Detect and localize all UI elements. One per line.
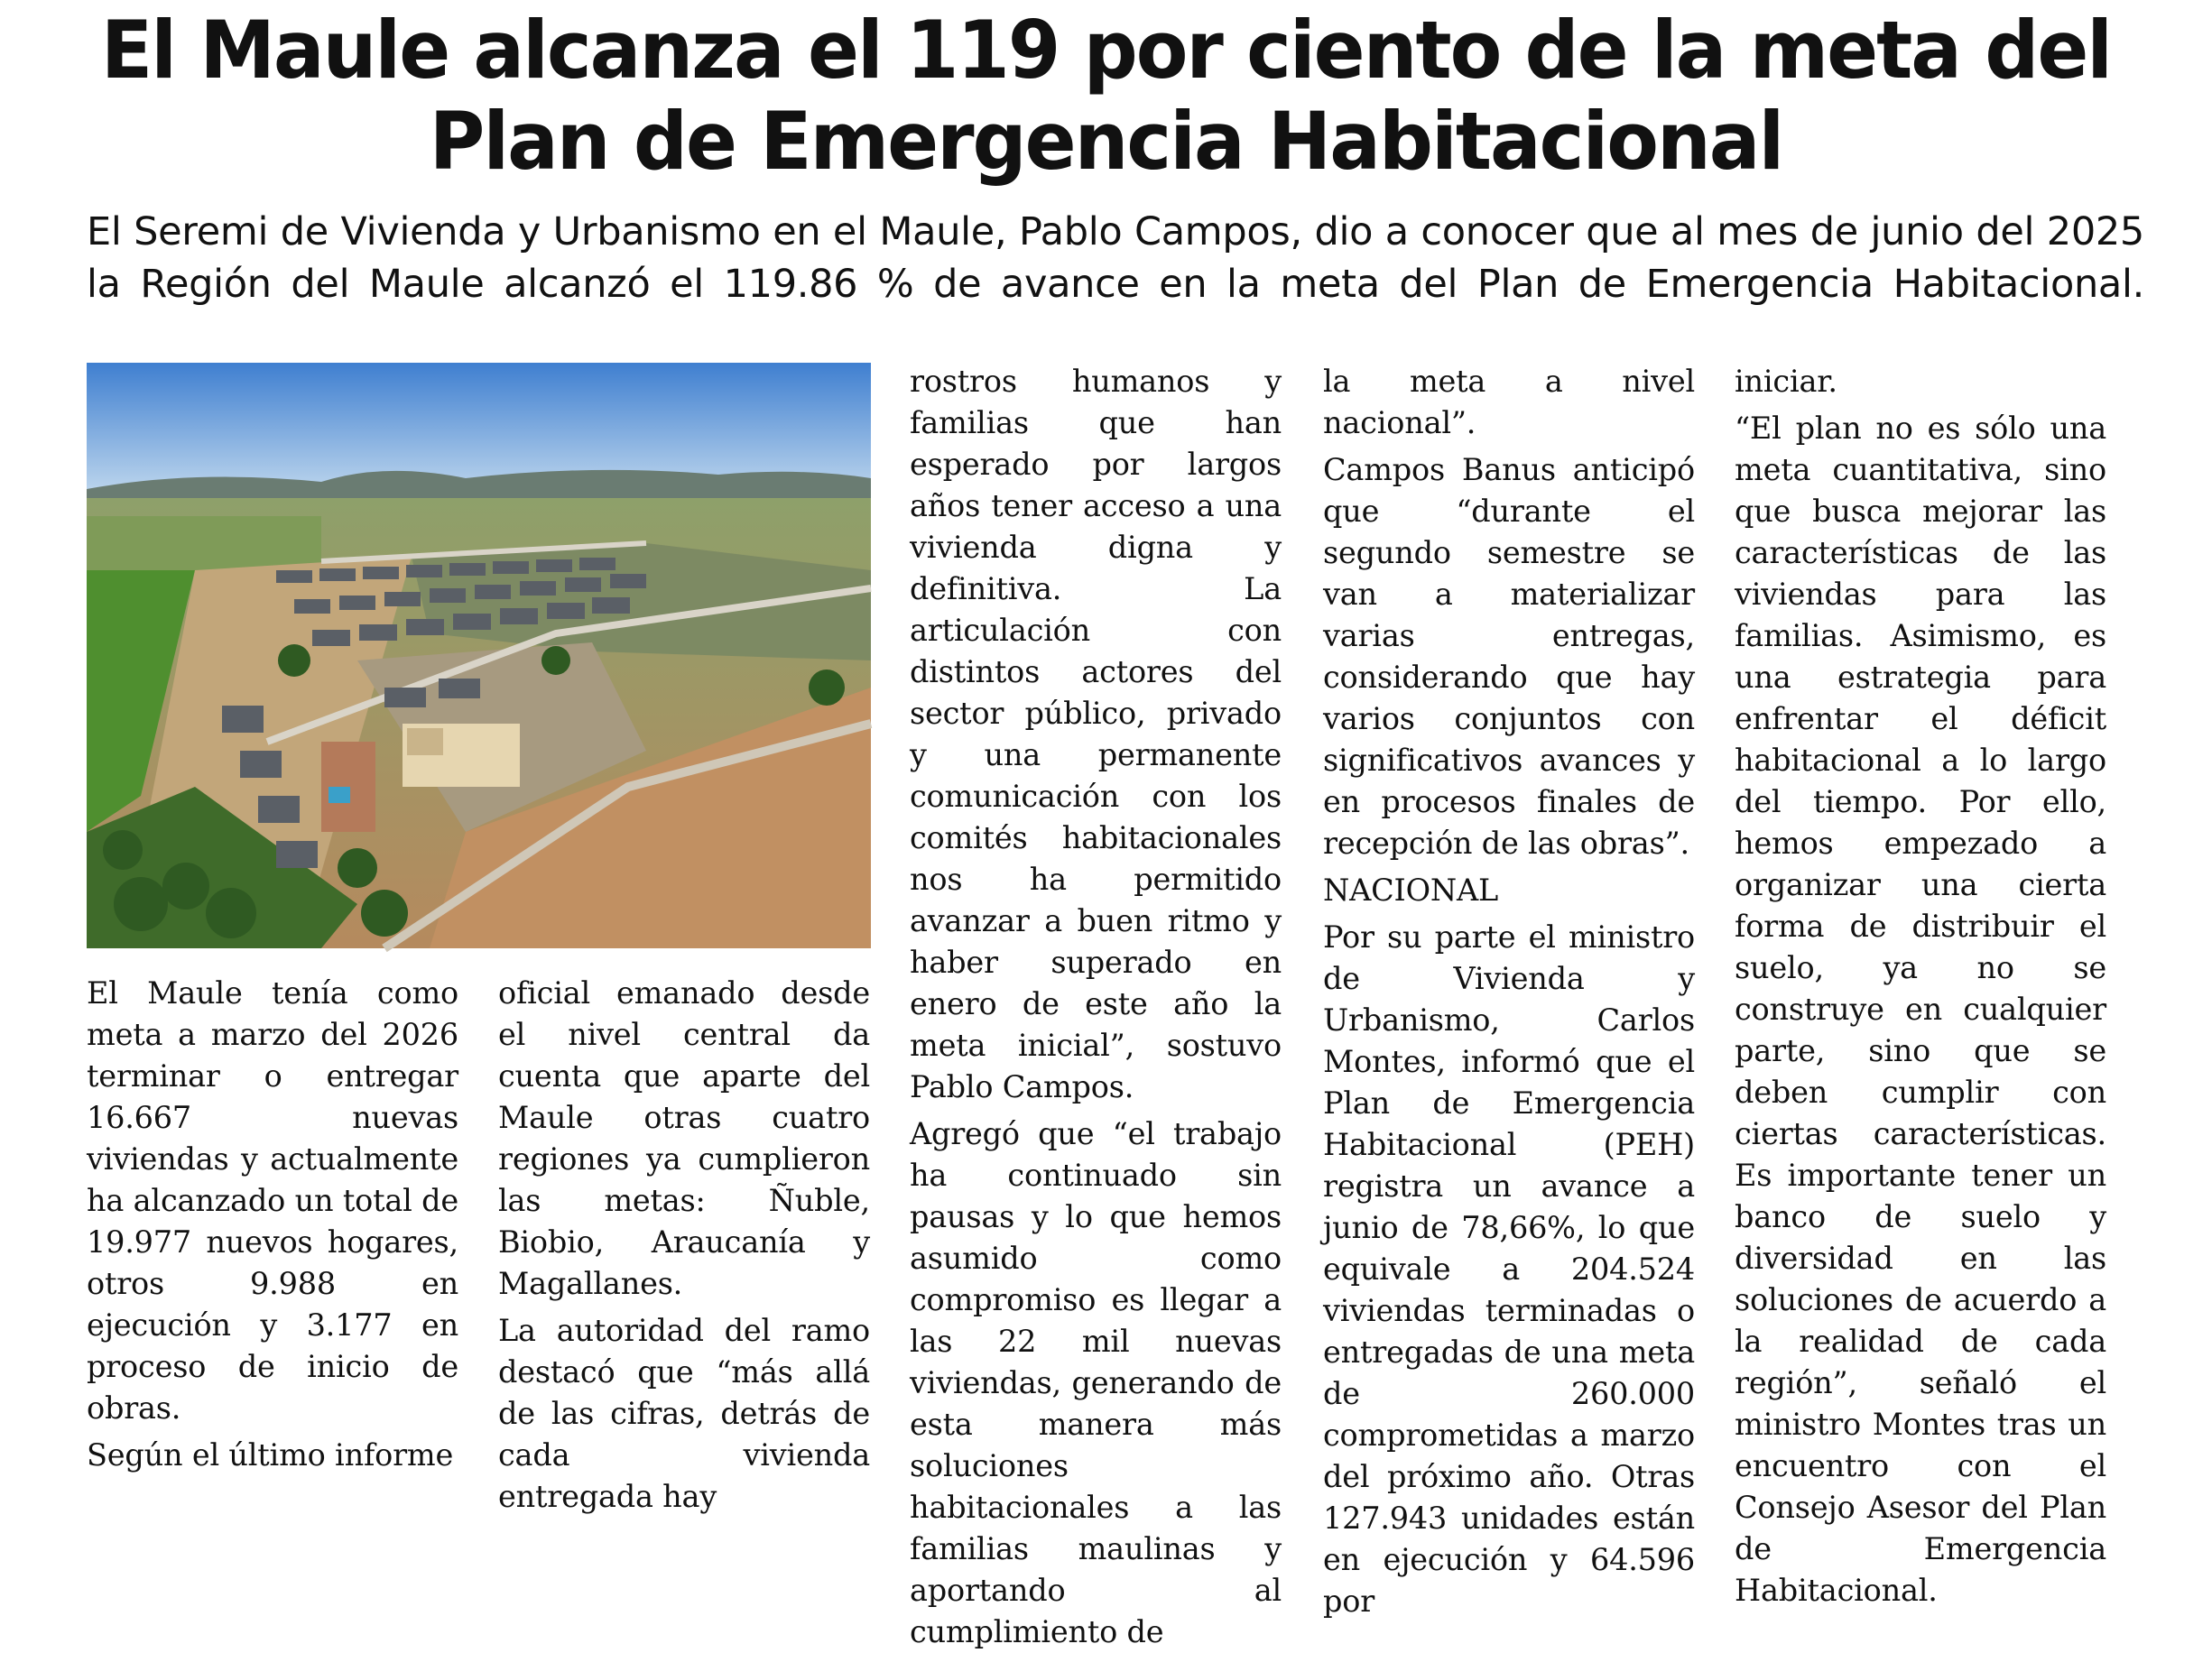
paragraph: Agregó que “el trabajo ha continuado sin pausas y lo que hemos asumido como compromiso es llegar a las 22 mil nuevas viviendas, generando de esta manera más soluciones habitacionales a las familias maulinas y aportando al cumplimiento de (910, 1116, 1282, 1649)
section-heading-nacional: NACIONAL (1323, 873, 1498, 908)
paragraph: Por su parte el ministro de Vivienda y Urbanismo, Carlos Montes, informó que el Plan de Emergencia Habitacional (PEH) registra un avance a junio de 78,66%, lo que equivale a 204.524 viviendas terminadas o entregadas de una meta de 260.000 comprometidas a marzo del próximo año. Otras 127.943 unidades están en ejecución y 64.596 por (1323, 919, 1695, 1619)
paragraph: Campos Banus anticipó que “durante el segundo semestre se van a materializar varias entregas, considerando que hay varios conjuntos con significativos avances y en procesos finales de recepción de las obras”. (1323, 452, 1695, 861)
aerial-housing-illustration (87, 363, 871, 948)
paragraph: la meta a nivel nacional”. (1323, 364, 1695, 440)
column-1 (87, 973, 458, 1473)
aerial-housing-photo (87, 363, 871, 948)
headline: El Maule alcanza el 119 por ciento de la meta del Plan de Emergencia Habitacional (100, 4, 2112, 188)
paragraph: La autoridad del ramo destacó que “más allá de las cifras, detrás de cada vivienda entregada hay (498, 1313, 870, 1514)
paragraph: “El plan no es sólo una meta cuantitativa, sino que busca mejorar las características de las viviendas para las familias. Asimismo, es una estrategia para enfrentar el déficit habitacional a lo largo del tiempo. Por ello, hemos empezado a organizar una cierta forma de distribuir el suelo, ya no se construye en cualquier parte, sino que se deben cumplir con ciertas características. Es importante tener un banco de suelo y diversidad en las soluciones de acuerdo a la realidad de cada región”, señaló el ministro Montes tras un encuentro con el Consejo Asesor del Plan de Emergencia Habitacional. (1735, 411, 2106, 1608)
paragraph: El Maule tenía como meta a marzo del 2026 terminar o entregar 16.667 nuevas viviendas y actualmente ha alcanzado un total de 19.977 nuevos hogares, otros 9.988 en ejecución y 3.177 en proceso de inicio de obras. (87, 975, 458, 1426)
column-2 (498, 973, 870, 1514)
column-5 (1735, 361, 2106, 1608)
subhead: El Seremi de Vivienda y Urbanismo en el Maule, Pablo Campos, dio a conocer que al mes de junio del 2025 la Región del Maule alcanzó el 119.86 % de avance en la meta del Plan de Emergencia Habitacional. (87, 209, 2144, 307)
column-3 (910, 361, 1282, 1649)
column-4 (1323, 361, 1695, 1619)
paragraph: Según el último informe (87, 1437, 454, 1473)
paragraph: rostros humanos y familias que han esperado por largos años tener acceso a una vivienda digna y definitiva. La articulación con distintos actores del sector público, privado y una permanente comunicación con los comités habitacionales nos ha permitido avanzar a buen ritmo y haber superado en enero de este año la meta inicial”, sostuvo Pablo Campos. (910, 364, 1282, 1104)
paragraph: oficial emanado desde el nivel central da cuenta que aparte del Maule otras cuatro regiones ya cumplieron las metas: Ñuble, Biobio, Araucanía y Magallanes. (498, 975, 870, 1301)
paragraph: iniciar. (1735, 364, 1837, 399)
